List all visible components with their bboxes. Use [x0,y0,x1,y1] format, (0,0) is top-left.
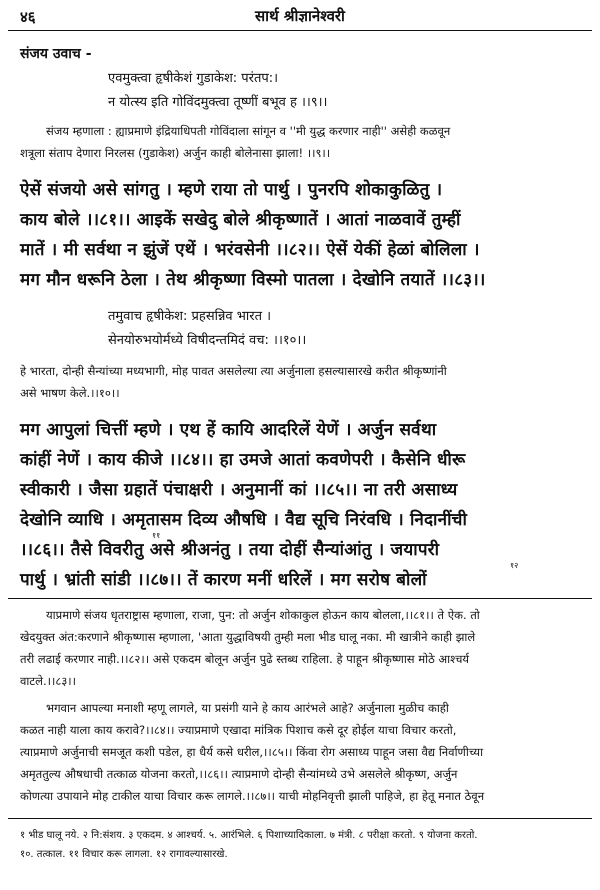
page-number: ४६ [20,8,36,26]
speaker-heading: संजय उवाच - [20,46,92,62]
footnotes-line-1: १ भीड घालू नये. २ नि:संशय. ३ एकदम. ४ आश्चर्य. ५. आरंभिले. ६ पिशाच्यादिकाला. ७ मंत्री. ८ परीक्षा करतो. ९ योजना करतो. [20,830,478,841]
shloka-10-line-1: तमुवाच हृषीकेश: प्रहसन्निव भारत । [108,309,272,324]
shloka-10-line-2: सेनयोरुभयोर्मध्ये विषीदन्तमिदं वच: ।।१०।। [108,333,307,348]
commentary-2-line-4: अमृततुल्य औषधाची तत्काळ योजना करतो,।।८६।। त्याप्रमाणे दोन्ही सैन्यांमध्ये उभे असलेले श्रीकृष्ण, अर्जुन [20,767,458,781]
commentary-1-line-3: तरी लढाई करणार नाही.।।८२।। असे एकदम बोलून अर्जुन पुढे स्तब्ध राहिला. हे पाहून श्रीकृष्णास मोठे आश्चर्य [20,652,470,666]
shloka-9-line-1: एवमुक्त्वा हृषीकेशं गुडाकेश: परंतप:। [108,71,279,86]
translation-9-line-2: शत्रूला संताप देणारा निरलस (गुडाकेश) अर्जुन काही बोलेनासा झाला! ।।९।। [20,146,331,160]
shloka-9-line-2: न योत्स्य इति गोविंदमुक्त्वा तूष्णीं बभूव ह ।।९।। [108,95,328,110]
header-rule [8,30,592,31]
commentary-rule [8,598,592,599]
translation-9-line-1: संजय म्हणाला : ह्याप्रमाणे इंद्रियाधिपती गोविंदाला सांगून व ''मी युद्ध करणार नाही'' असेही कळवून [46,124,451,138]
translation-10-line-2: असे भाषण केले.।।१०।। [20,386,120,400]
footnote-ref-12: १२ [510,561,519,570]
commentary-1-line-2: खेदयुक्त अंत:करणाने श्रीकृष्णास म्हणाला, 'आता युद्धाविषयी तुम्ही मला भीड घालू नका. मी खात्रीने काही झाले [20,630,476,644]
ovi-line-4: मग मौन धरूनि ठेला । तेथ श्रीकृष्णा विस्मो पातला । देखोनि तयातें ।।८३।। [20,270,486,290]
page-header [0,0,600,28]
ovi-line-7: स्वीकारी । जैसा ग्रहातें पंचाक्षरी । अनुमानीं कां ।।८५।। ना तरी असाध्य [20,480,458,500]
page-title: सार्थ श्रीज्ञानेश्वरी [255,7,345,25]
commentary-1-line-4: वाटले.।।८३।। [20,674,77,688]
ovi-line-9: ।।८६।। तैसे विवरीतु असे श्रीअनंतु । तया दोहीं सैन्यांआंतु । जयापरी [20,540,440,560]
ovi-line-3: मातें । मी सर्वथा न झुंजें एथें । भरंवसेनी ।।८२।। ऐसें येकीं हेळां बोलिला । [20,240,480,260]
ovi-line-6: कांहीं नेणें । काय कीजे ।।८४।। हा उमजे आतां कवणेपरी । कैसेनि धीरू [20,450,466,470]
commentary-2-line-5: कोणत्या उपायाने मोह टाकील याचा विचार करू लागले.।।८७।। याची मोहनिवृत्ती झाली पाहिजे, हा हेतू मनात ठेवून [20,789,485,803]
ovi-line-8: देखोनि व्याधि । अमृतासम दिव्य औषधि । वैद्य सूचि निरंवधि । निदानींची [20,510,468,530]
ovi-line-5: मग आपुलां चित्तीं म्हणे । एथ हें कायि आदरिलें येणें । अर्जुन सर्वथा [20,420,437,440]
commentary-1-line-1: याप्रमाणे संजय धृतराष्ट्रास म्हणाला, राजा, पुन: तो अर्जुन शोकाकुल होऊन काय बोलला,।।८१।। ते ऐक. तो [46,608,480,622]
footnote-rule [8,818,592,819]
footnote-ref-11: ११ [152,531,161,540]
translation-10-line-1: हे भारता, दोन्ही सैन्यांच्या मध्यभागी, मोह पावत असलेल्या त्या अर्जुनाला हसल्यासारखे करीत श्रीकृष्णांनी [20,364,447,378]
commentary-2-line-1: भगवान आपल्या मनाशी म्हणू लागले, या प्रसंगी याने हे काय आरंभले आहे? अर्जुनाला मुळीच काही [46,701,449,715]
ovi-line-2: काय बोले ।।८१।। आइकें सखेदु बोले श्रीकृष्णातें । आतां नाळवावें तुम्हीं [20,210,461,230]
commentary-2-line-3: त्याप्रमाणे अर्जुनाची समजूत कशी पडेल, हा धैर्य कसे धरील,।।८५।। किंवा रोग असाध्य पाहून जसा वैद्य निर्वाणीच्या [20,745,484,759]
ovi-line-10: पार्थु । भ्रांती सांडी ।।८७।। तें कारण मनीं धरिलें । मग सरोष बोलों [20,570,427,590]
footnotes-line-2: १०. तत्काल. ११ विचार करू लागला. १२ रागावल्यासारखे. [20,849,228,860]
ovi-line-1: ऐसें संजयो असे सांगतु । म्हणे राया तो पार्थु । पुनरपि शोकाकुळितु । [20,180,443,200]
commentary-2-line-2: कळत नाही याला काय करावे?।।८४।। ज्याप्रमाणे एखादा मांत्रिक पिशाच कसे दूर होईल याचा विचार करतो, [20,723,457,737]
